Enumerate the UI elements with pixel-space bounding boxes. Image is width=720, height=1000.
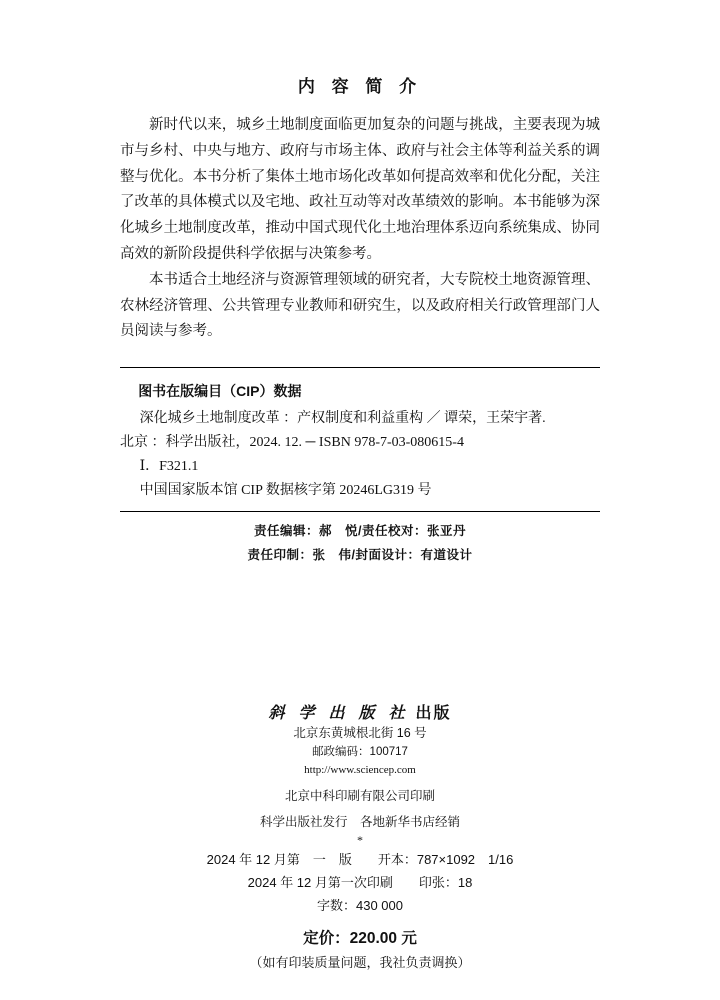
publisher-logo-text: 斜 学 出 版 社 bbox=[268, 705, 410, 722]
quality-note: （如有印装质量问题，我社负责调换） bbox=[249, 954, 471, 970]
separator-asterisk: * bbox=[357, 833, 363, 848]
publisher-postcode: 邮政编码：100717 bbox=[312, 746, 408, 759]
cip-line: 北京 ：科学出版社，2024. 12. ─ ISBN 978-7-03-080615-4 bbox=[120, 435, 464, 451]
credit-line-production: 责任印制：张 伟/封面设计：有道设计 bbox=[247, 547, 473, 562]
cip-heading: 图书在版编目（CIP）数据 bbox=[138, 383, 302, 400]
credit-line-editor: 责任编辑：郝 悦/责任校对：张亚丹 bbox=[254, 524, 466, 539]
price-label: 定价：220.00 元 bbox=[303, 929, 417, 947]
cip-line: 深化城乡土地制度改革 ：产权制度和利益重构 ／ 谭荣，王荣宇著. bbox=[139, 411, 546, 427]
summary-paragraph-2: 本书适合土地经济与资源管理领域的研究者，大专院校土地资源管理、农林经济管理、公共管理专业教师和研究生，以及政府相关行政管理部门人员阅读与参考。 bbox=[120, 271, 600, 340]
page-title: 内 容 简 介 bbox=[297, 77, 423, 96]
cip-block bbox=[120, 367, 600, 512]
imprint-block bbox=[0, 700, 720, 971]
publisher-address: 北京东黄城根北街 16 号 bbox=[293, 726, 427, 740]
cip-bottom-divider bbox=[120, 511, 600, 512]
publisher-suffix: 出版 bbox=[415, 705, 452, 722]
print-spec-line: 2024 年 12 月第 一 版 开本：787×1092 1/16 bbox=[206, 852, 514, 868]
summary-paragraph-1: 新时代以来，城乡土地制度面临更加复杂的问题与挑战，主要表现为城市与乡村、中央与地方、政府与市场主体、政府与社会主体等利益关系的调整与优化。本书分析了集体土地市场化改革如何提高效率和优化分配，关注了改革的具体模式以及宅地、政社互动等对改革绩效的影响。本书能够为深化城乡土地制度改革，推动中国式现代化土地治理体系迈向系统集成、协同高效的新阶段提供科学依据与决策参考。 bbox=[120, 117, 600, 262]
cip-line: Ⅰ．F321.1 bbox=[139, 459, 199, 475]
cip-line: 中国国家版本馆 CIP 数据核字第 20246LG319 号 bbox=[139, 483, 432, 499]
distribution-line: 科学出版社发行 各地新华书店经销 bbox=[259, 814, 460, 829]
printer-name: 北京中科印刷有限公司印刷 bbox=[284, 788, 435, 803]
print-spec-line: 2024 年 12 月第一次印刷 印张：18 bbox=[247, 875, 473, 891]
print-spec-line: 字数：430 000 bbox=[317, 897, 403, 913]
credits-block bbox=[120, 520, 600, 566]
publisher-website: http://www.sciencep.com bbox=[304, 763, 416, 776]
publisher-name bbox=[0, 700, 720, 723]
